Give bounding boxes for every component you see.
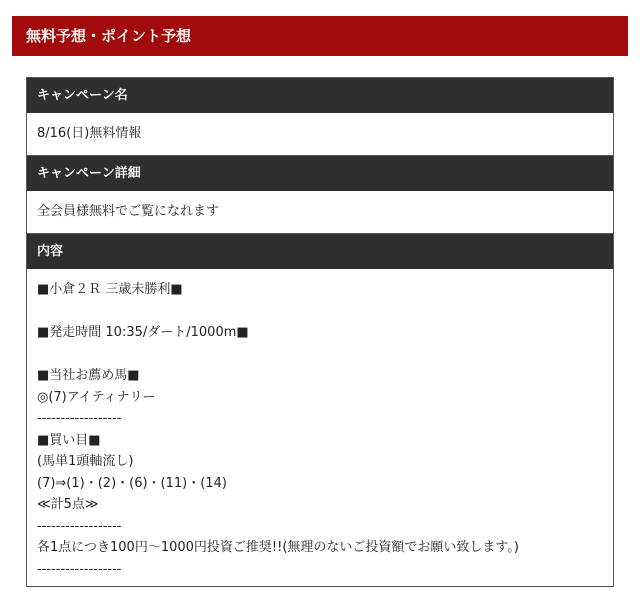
spacer: [37, 344, 603, 366]
campaign-detail-heading: キャンペーン詳細: [27, 156, 613, 191]
investment-line: 各1点につき100円～1000円投資ご推奨!!(無理のないご投資額でお願い致します。): [37, 540, 519, 555]
recommend-horse-line: ◎(7)アイティナリー: [37, 389, 156, 405]
campaign-detail-value: 全会員様無料でご覧になれます: [27, 191, 613, 234]
divider-line: ------------------: [37, 518, 122, 534]
start-time-line: ■発走時間 10:35/ダート/1000m■: [37, 325, 249, 340]
buy-total-line: ≪計5点≫: [37, 497, 99, 512]
content-body: [27, 269, 613, 586]
content-heading: 内容: [27, 234, 613, 269]
campaign-panel: [26, 77, 614, 587]
campaign-name-value: 8/16(日)無料情報: [27, 113, 613, 156]
spacer: [37, 301, 603, 323]
divider-line: ------------------: [37, 561, 122, 577]
page-title: 無料予想・ポイント予想: [12, 16, 628, 56]
buy-title-line: ■買い目■: [37, 432, 101, 448]
race-line: ■小倉２Ｒ 三歳未勝利■: [37, 282, 183, 297]
campaign-name-heading: キャンペーン名: [27, 78, 613, 113]
buy-combo-line: (7)⇒(1)・(2)・(6)・(11)・(14): [37, 475, 227, 491]
recommend-title-line: ■当社お薦め馬■: [37, 368, 140, 383]
buy-type-line: (馬単1頭軸流し): [37, 454, 134, 469]
divider-line: ------------------: [37, 411, 122, 426]
